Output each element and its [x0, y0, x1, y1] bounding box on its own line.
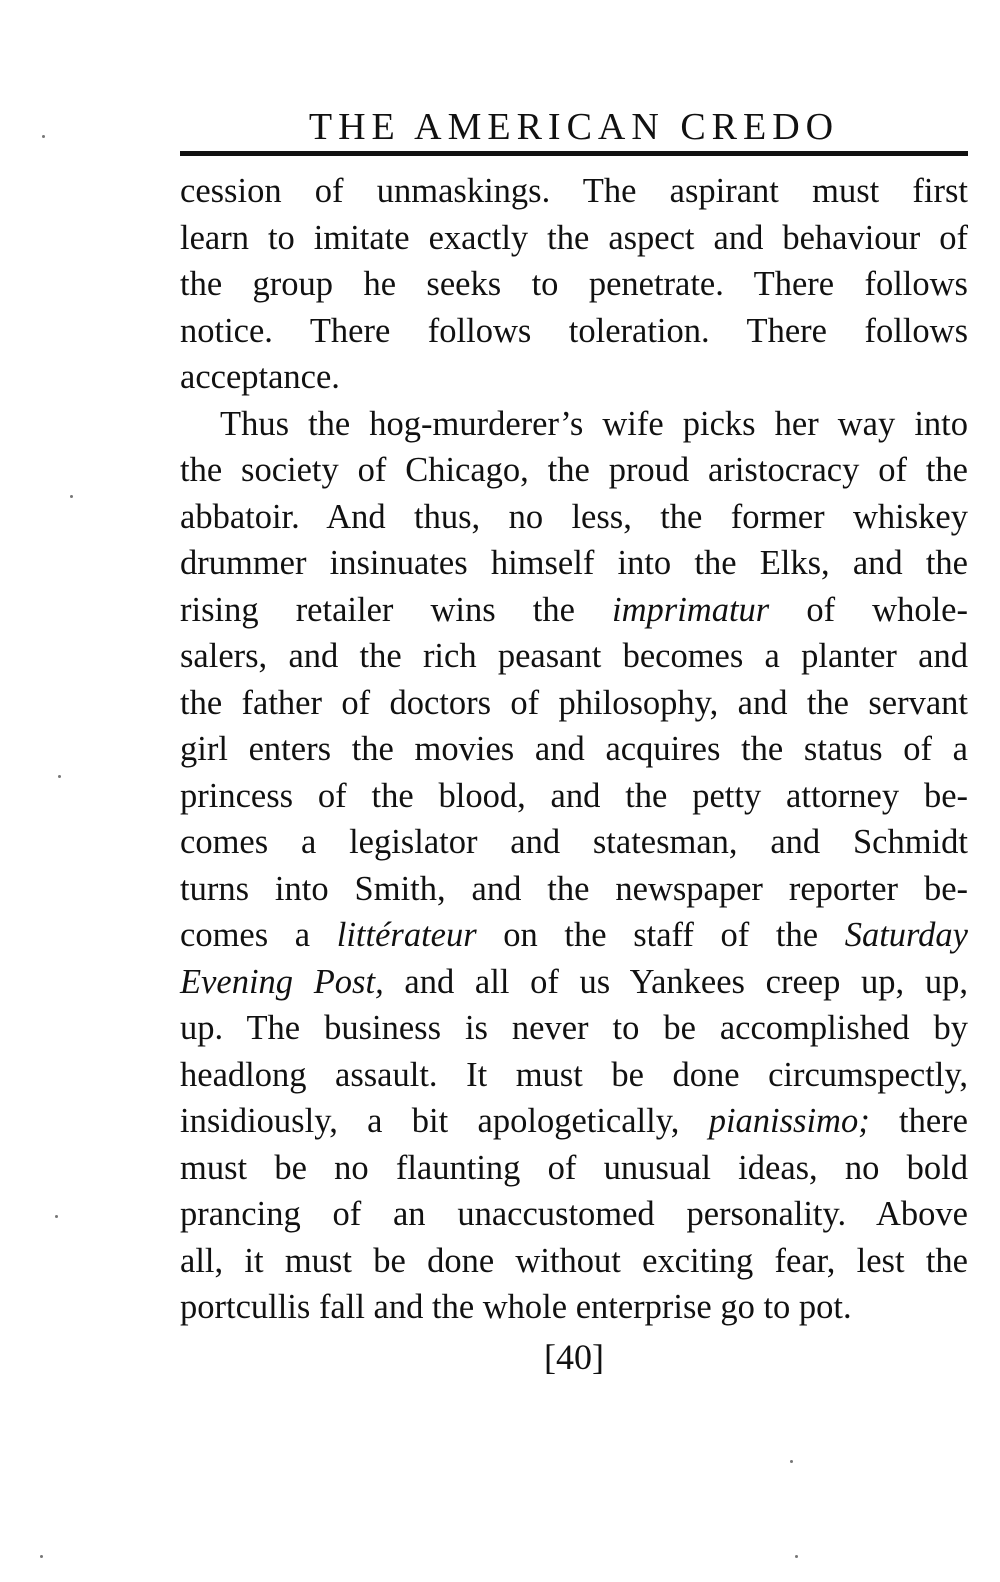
scan-speck — [790, 1460, 793, 1463]
header-rule — [180, 151, 968, 156]
text-line: comes a littérateur on the staff of the Saturday — [180, 916, 968, 954]
text-line: prancing of an unaccustomed personality. Above — [180, 1195, 968, 1233]
italic-title: Saturday — [844, 916, 968, 954]
text-line: learn to imitate exactly the aspect and behaviour of — [180, 218, 968, 257]
text-line: Thus the hog-murderer’s wife picks her way into — [220, 404, 968, 443]
text-line: salers, and the rich peasant becomes a planter and — [180, 637, 968, 675]
text-line: acceptance. — [180, 358, 340, 396]
italic-term: imprimatur — [612, 590, 770, 629]
running-head: THE AMERICAN CREDO — [308, 106, 840, 148]
text-line: the group he seeks to penetrate. There follows — [180, 265, 968, 303]
text-line: the father of doctors of philosophy, and the servant — [180, 683, 968, 722]
text-line: girl enters the movies and acquires the status of a — [180, 730, 968, 768]
text-line: headlong assault. It must be done circumspectly, — [180, 1055, 968, 1094]
italic-title: Evening Post, — [180, 962, 384, 1001]
text-line: princess of the blood, and the petty attorney be- — [180, 776, 968, 815]
scan-speck — [70, 495, 73, 498]
text-line: all, it must be done without exciting fear, lest the — [180, 1241, 968, 1280]
text-line: notice. There follows toleration. There follows — [180, 311, 968, 350]
text-line: drummer insinuates himself into the Elks, and the — [180, 544, 968, 582]
scan-speck — [795, 1555, 798, 1558]
italic-term: pianissimo; — [708, 1102, 870, 1140]
text-line: must be no flaunting of unusual ideas, no bold — [180, 1148, 968, 1187]
text-line: portcullis fall and the whole enterprise go to pot. — [180, 1288, 852, 1326]
scan-speck — [55, 1215, 58, 1218]
scan-speck — [58, 775, 61, 778]
text-line: rising retailer wins the imprimatur of whole- — [180, 590, 968, 629]
text-line: abbatoir. And thus, no less, the former whiskey — [180, 497, 968, 536]
body-text — [180, 168, 968, 1331]
text-line: turns into Smith, and the newspaper reporter be- — [180, 869, 968, 908]
text-line: the society of Chicago, the proud aristocracy of the — [180, 451, 968, 489]
scan-speck — [40, 1555, 43, 1558]
scan-speck — [42, 135, 45, 138]
text-line: insidiously, a bit apologetically, pianissimo; there — [180, 1102, 968, 1140]
text-line: Evening Post, and all of us Yankees creep up, up, — [180, 962, 968, 1001]
text-line: up. The business is never to be accomplished by — [180, 1009, 968, 1047]
text-line: comes a legislator and statesman, and Schmidt — [180, 823, 968, 861]
text-line: cession of unmaskings. The aspirant must first — [180, 172, 968, 210]
page-number: [40] — [544, 1337, 604, 1377]
italic-term: littérateur — [336, 916, 477, 954]
